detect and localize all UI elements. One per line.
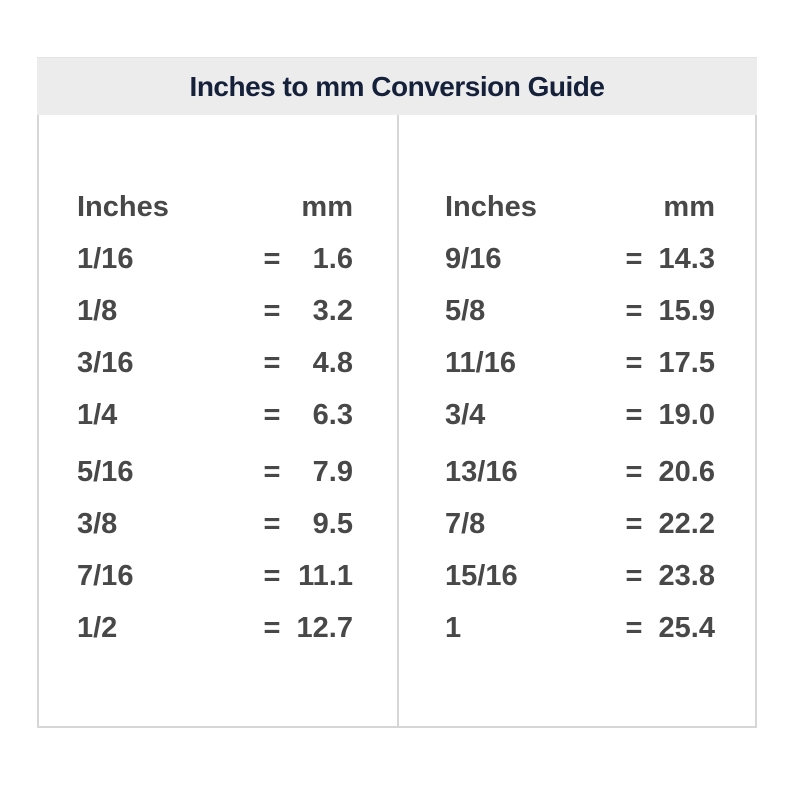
conversion-column-right (397, 115, 755, 726)
conversion-row (445, 389, 715, 441)
equals-sign: = (263, 560, 281, 592)
conversion-table (37, 115, 757, 728)
mm-value: 3.2 (312, 295, 353, 327)
inches-value: 5/8 (445, 295, 486, 327)
inches-value: 13/16 (445, 456, 518, 488)
conversion-result-group (257, 498, 353, 550)
conversion-result-group (619, 550, 715, 602)
conversion-row (445, 233, 715, 285)
inches-value: 1/16 (77, 243, 134, 275)
column-header-row (445, 181, 715, 233)
inches-value: 1 (445, 612, 462, 644)
inches-value: 11/16 (445, 347, 516, 379)
conversion-row (445, 337, 715, 389)
inches-value: 7/8 (445, 508, 486, 540)
conversion-row (445, 498, 715, 550)
mm-value: 14.3 (658, 243, 715, 275)
conversion-row (77, 602, 353, 654)
equals-sign: = (263, 612, 281, 644)
equals-sign: = (263, 295, 281, 327)
inches-column-header: Inches (445, 191, 537, 223)
equals-sign: = (625, 508, 643, 540)
conversion-row (77, 446, 353, 498)
equals-sign: = (263, 508, 281, 540)
conversion-column-left (39, 115, 397, 726)
mm-value: 9.5 (312, 508, 353, 540)
conversion-row (445, 285, 715, 337)
mm-value: 17.5 (658, 347, 715, 379)
mm-column-header: mm (663, 191, 715, 223)
inches-value: 3/8 (77, 508, 118, 540)
inches-value: 7/16 (77, 560, 134, 592)
mm-value: 15.9 (658, 295, 715, 327)
conversion-result-group (257, 550, 353, 602)
equals-sign: = (625, 243, 643, 275)
equals-sign: = (263, 399, 281, 431)
inches-value: 3/16 (77, 347, 134, 379)
mm-value: 6.3 (312, 399, 353, 431)
conversion-result-group (619, 446, 715, 498)
mm-value: 19.0 (658, 399, 715, 431)
conversion-result-group (619, 602, 715, 654)
conversion-row (77, 498, 353, 550)
conversion-row (445, 602, 715, 654)
equals-sign: = (625, 456, 643, 488)
conversion-result-group (619, 337, 715, 389)
equals-sign: = (263, 347, 281, 379)
inches-value: 3/4 (445, 399, 486, 431)
conversion-rows-right (445, 233, 715, 654)
conversion-rows-left (77, 233, 353, 654)
conversion-row (77, 389, 353, 441)
mm-value: 12.7 (296, 612, 353, 644)
inches-value: 1/2 (77, 612, 118, 644)
mm-value: 25.4 (658, 612, 715, 644)
equals-sign: = (263, 243, 281, 275)
conversion-result-group (257, 446, 353, 498)
mm-value: 11.1 (298, 560, 353, 592)
conversion-result-group (619, 389, 715, 441)
inches-value: 9/16 (445, 243, 502, 275)
conversion-row (445, 550, 715, 602)
inches-value: 1/4 (77, 399, 118, 431)
conversion-result-group (619, 498, 715, 550)
conversion-result-group (619, 233, 715, 285)
conversion-result-group (257, 337, 353, 389)
conversion-result-group (257, 389, 353, 441)
equals-sign: = (625, 560, 643, 592)
equals-sign: = (625, 347, 643, 379)
page-title: Inches to mm Conversion Guide (189, 71, 605, 102)
inches-value: 15/16 (445, 560, 518, 592)
mm-column-header: mm (301, 191, 353, 223)
inches-value: 5/16 (77, 456, 134, 488)
conversion-result-group (257, 602, 353, 654)
mm-value: 1.6 (312, 243, 353, 275)
inches-value: 1/8 (77, 295, 118, 327)
equals-sign: = (625, 612, 643, 644)
conversion-result-group (619, 285, 715, 337)
conversion-row (77, 285, 353, 337)
conversion-result-group (257, 285, 353, 337)
mm-value: 22.2 (658, 508, 715, 540)
conversion-row (445, 446, 715, 498)
conversion-result-group (257, 233, 353, 285)
inches-column-header: Inches (77, 191, 169, 223)
mm-value: 20.6 (658, 456, 715, 488)
mm-value: 4.8 (312, 347, 353, 379)
conversion-row (77, 233, 353, 285)
mm-value: 7.9 (312, 456, 353, 488)
conversion-row (77, 337, 353, 389)
title-band (37, 57, 757, 116)
conversion-row (77, 550, 353, 602)
column-header-row (77, 181, 353, 233)
equals-sign: = (263, 456, 281, 488)
equals-sign: = (625, 295, 643, 327)
mm-value: 23.8 (658, 560, 715, 592)
equals-sign: = (625, 399, 643, 431)
